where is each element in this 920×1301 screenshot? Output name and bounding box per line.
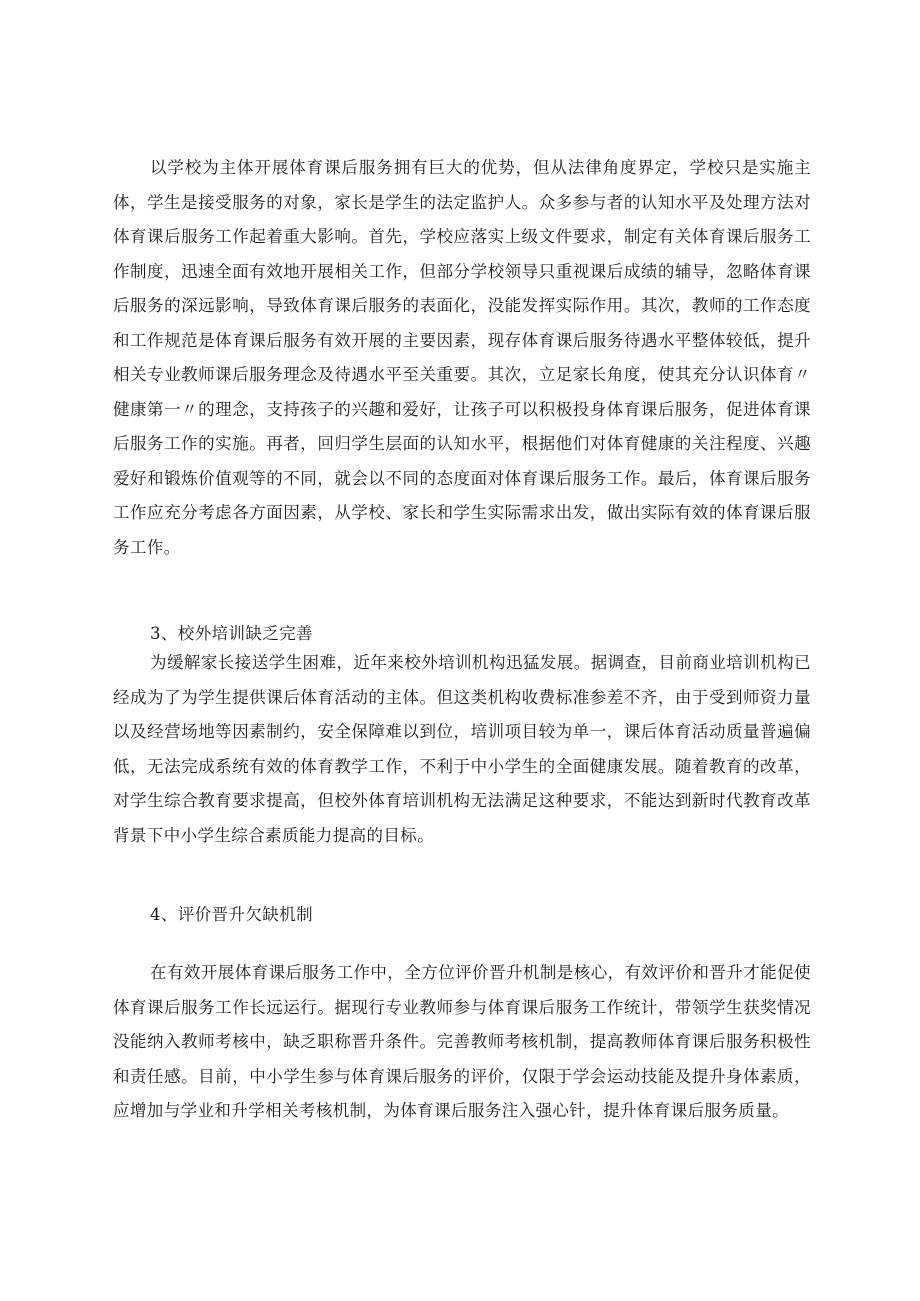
section-heading-3: 3、校外培训缺乏完善 xyxy=(150,624,313,643)
body-paragraph-2: 为缓解家长接送学生困难，近年来校外培训机构迅猛发展。据调查，目前商业培训机构已经成为了为学生提供课后体育活动的主体。但这类机构收费标准参差不齐，由于受到师资力量以及经营场地等因素制约，安全保障难以到位，培训项目较为单一，课后体育活动质量普遍偏低，无法完成系统有效的体育教学工作，不利于中小学生的全面健康发展。随着教育的改革，对学生综合教育要求提高，但校外体育培训机构无法满足这种要求，不能达到新时代教育改革背景下中小学生综合素质能力提高的目标。 xyxy=(113,653,811,845)
body-paragraph-1: 以学校为主体开展体育课后服务拥有巨大的优势，但从法律角度界定，学校只是实施主体，学生是接受服务的对象，家长是学生的法定监护人。众多参与者的认知水平及处理方法对体育课后服务工作起着重大影响。首先，学校应落实上级文件要求，制定有关体育课后服务工作制度，迅速全面有效地开展相关工作，但部分学校领导只重视课后成绩的辅导，忽略体育课后服务的深远影响，导致体育课后服务的表面化，没能发挥实际作用。其次，教师的工作态度和工作规范是体育课后服务有效开展的主要因素，现存体育课后服务待遇水平整体较低，提升相关专业教师课后服务理念及待遇水平至关重要。其次，立足家长角度，使其充分认识体育〃健康第一〃的理念，支持孩子的兴趣和爱好，让孩子可以积极投身体育课后服务，促进体育课后服务工作的实施。再者，回归学生层面的认知水平，根据他们对体育健康的关注程度、兴趣爱好和锻炼价值观等的不同，就会以不同的态度面对体育课后服务工作。最后，体育课后服务工作应充分考虑各方面因素，从学校、家长和学生实际需求出发，做出实际有效的体育课后服务工作。 xyxy=(113,158,811,557)
body-paragraph-3: 在有效开展体育课后服务工作中，全方位评价晋升机制是核心，有效评价和晋升才能促使体育课后服务工作长远运行。据现行专业教师参与体育课后服务工作统计，带领学生获奖情况没能纳入教师考核中，缺乏职称晋升条件。完善教师考核机制，提高教师体育课后服务积极性和责任感。目前，中小学生参与体育课后服务的评价，仅限于学会运动技能及提升身体素质，应增加与学业和升学相关考核机制，为体育课后服务注入强心针，提升体育课后服务质量。 xyxy=(113,963,811,1120)
section-heading-4: 4、评价晋升欠缺机制 xyxy=(150,905,313,924)
